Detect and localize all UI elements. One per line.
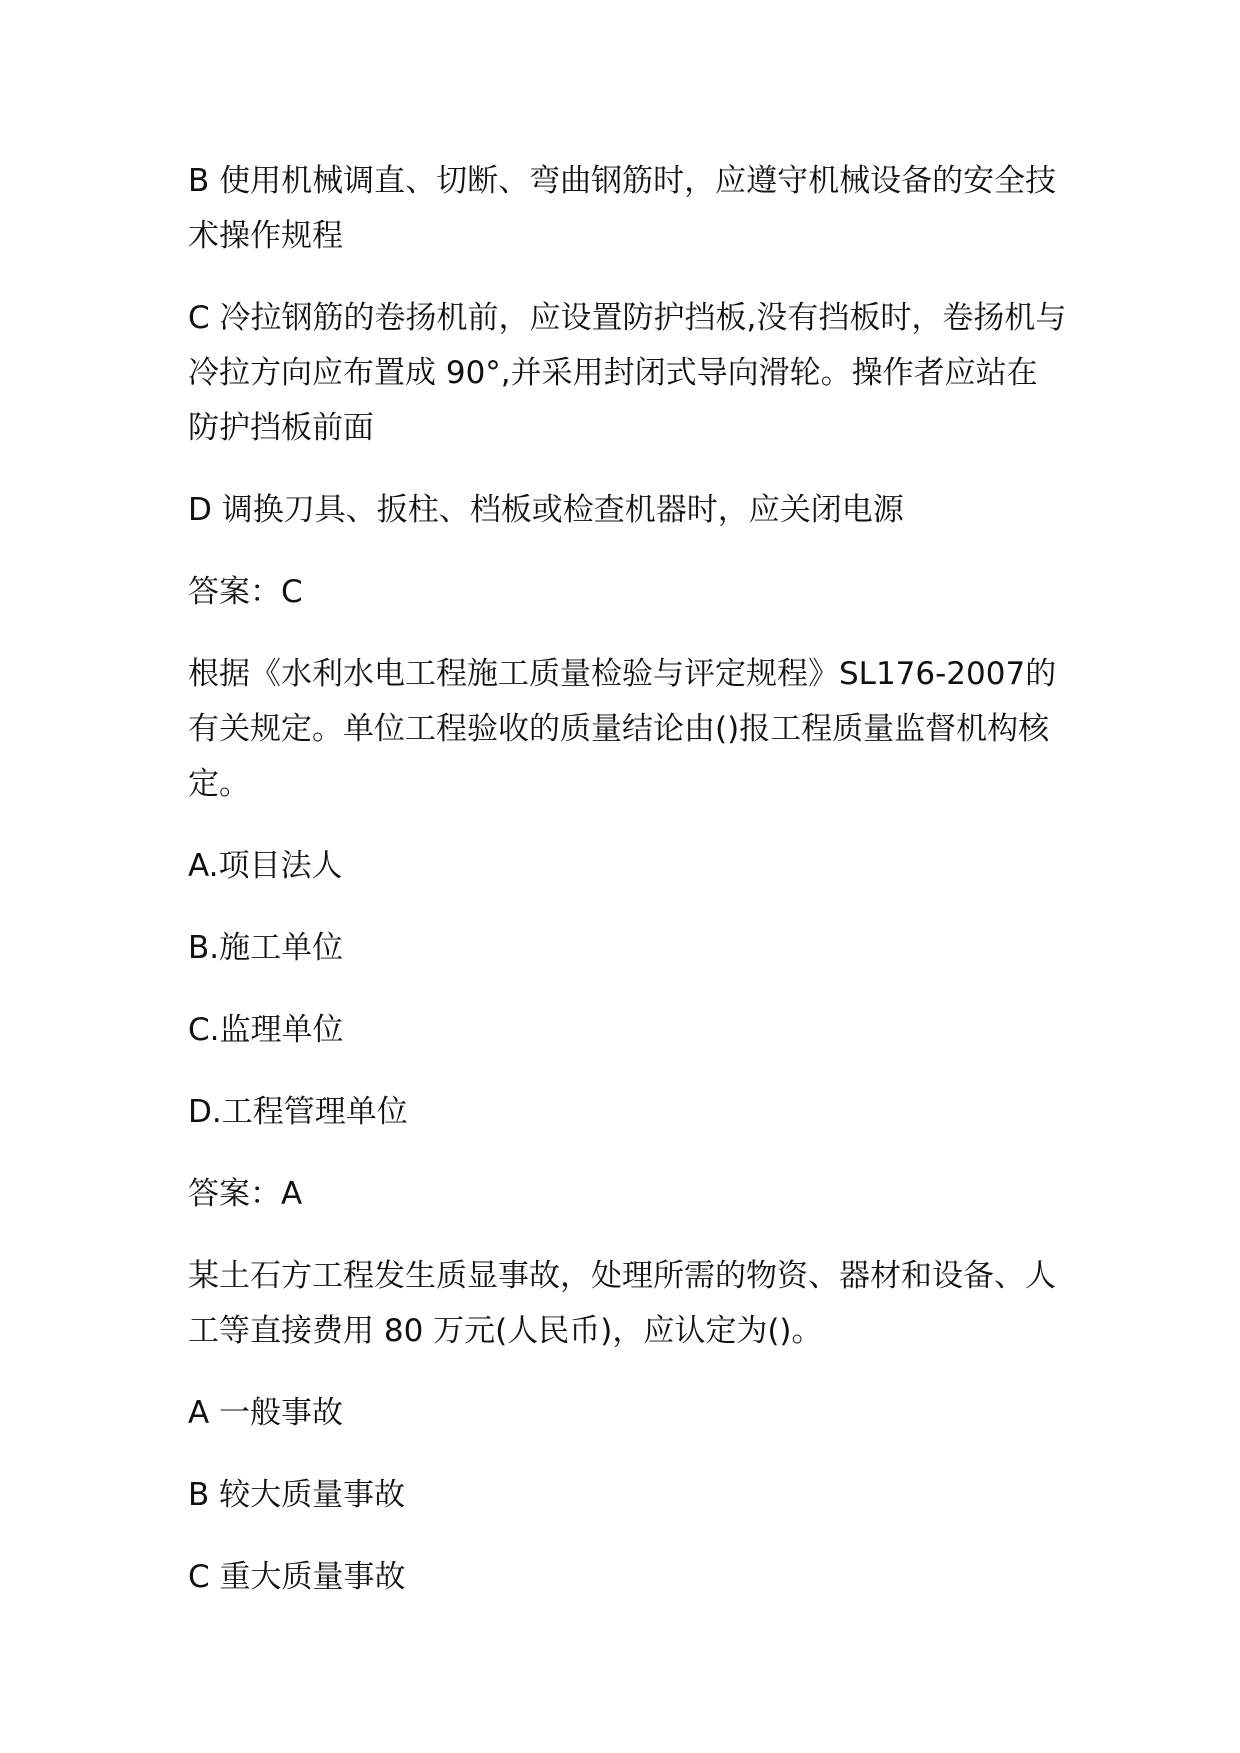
question-accident-level: 某土石方工程发生质显事故，处理所需的物资、器材和设备、人工等直接费用 80 万元(人民币)，应认定为()。 (188, 1258, 1056, 1349)
option-d-power-off: D 调换刀具、扳柱、档板或检查机器时，应关闭电源 (188, 492, 904, 528)
option-b-construction-unit: B.施工单位 (188, 930, 344, 966)
option-c-serious-quality-accident: C 重大质量事故 (188, 1559, 406, 1595)
option-a-project-owner: A.项目法人 (188, 848, 343, 884)
option-c-cold-drawing: C 冷拉钢筋的卷扬机前，应设置防护挡板,没有挡板时，卷扬机与冷拉方向应布置成 90°,并采用封闭式导向滑轮。操作者应站在防护挡板前面 (188, 300, 1067, 446)
option-b-rebar-machine: B 使用机械调直、切断、弯曲钢筋时，应遵守机械设备的安全技术操作规程 (188, 163, 1057, 254)
answer-2: 答案：A (188, 1176, 303, 1212)
answer-1: 答案：C (188, 574, 303, 610)
option-a-general-accident: A 一般事故 (188, 1395, 344, 1431)
document-body (188, 154, 1068, 1632)
option-c-supervision-unit: C.监理单位 (188, 1012, 344, 1048)
question-quality-conclusion: 根据《水利水电工程施工质量检验与评定规程》SL176-2007的有关规定。单位工程验收的质量结论由()报工程质量监督机构核定。 (188, 656, 1057, 802)
option-d-management-unit: D.工程管理单位 (188, 1094, 408, 1130)
option-b-major-quality-accident: B 较大质量事故 (188, 1477, 406, 1513)
